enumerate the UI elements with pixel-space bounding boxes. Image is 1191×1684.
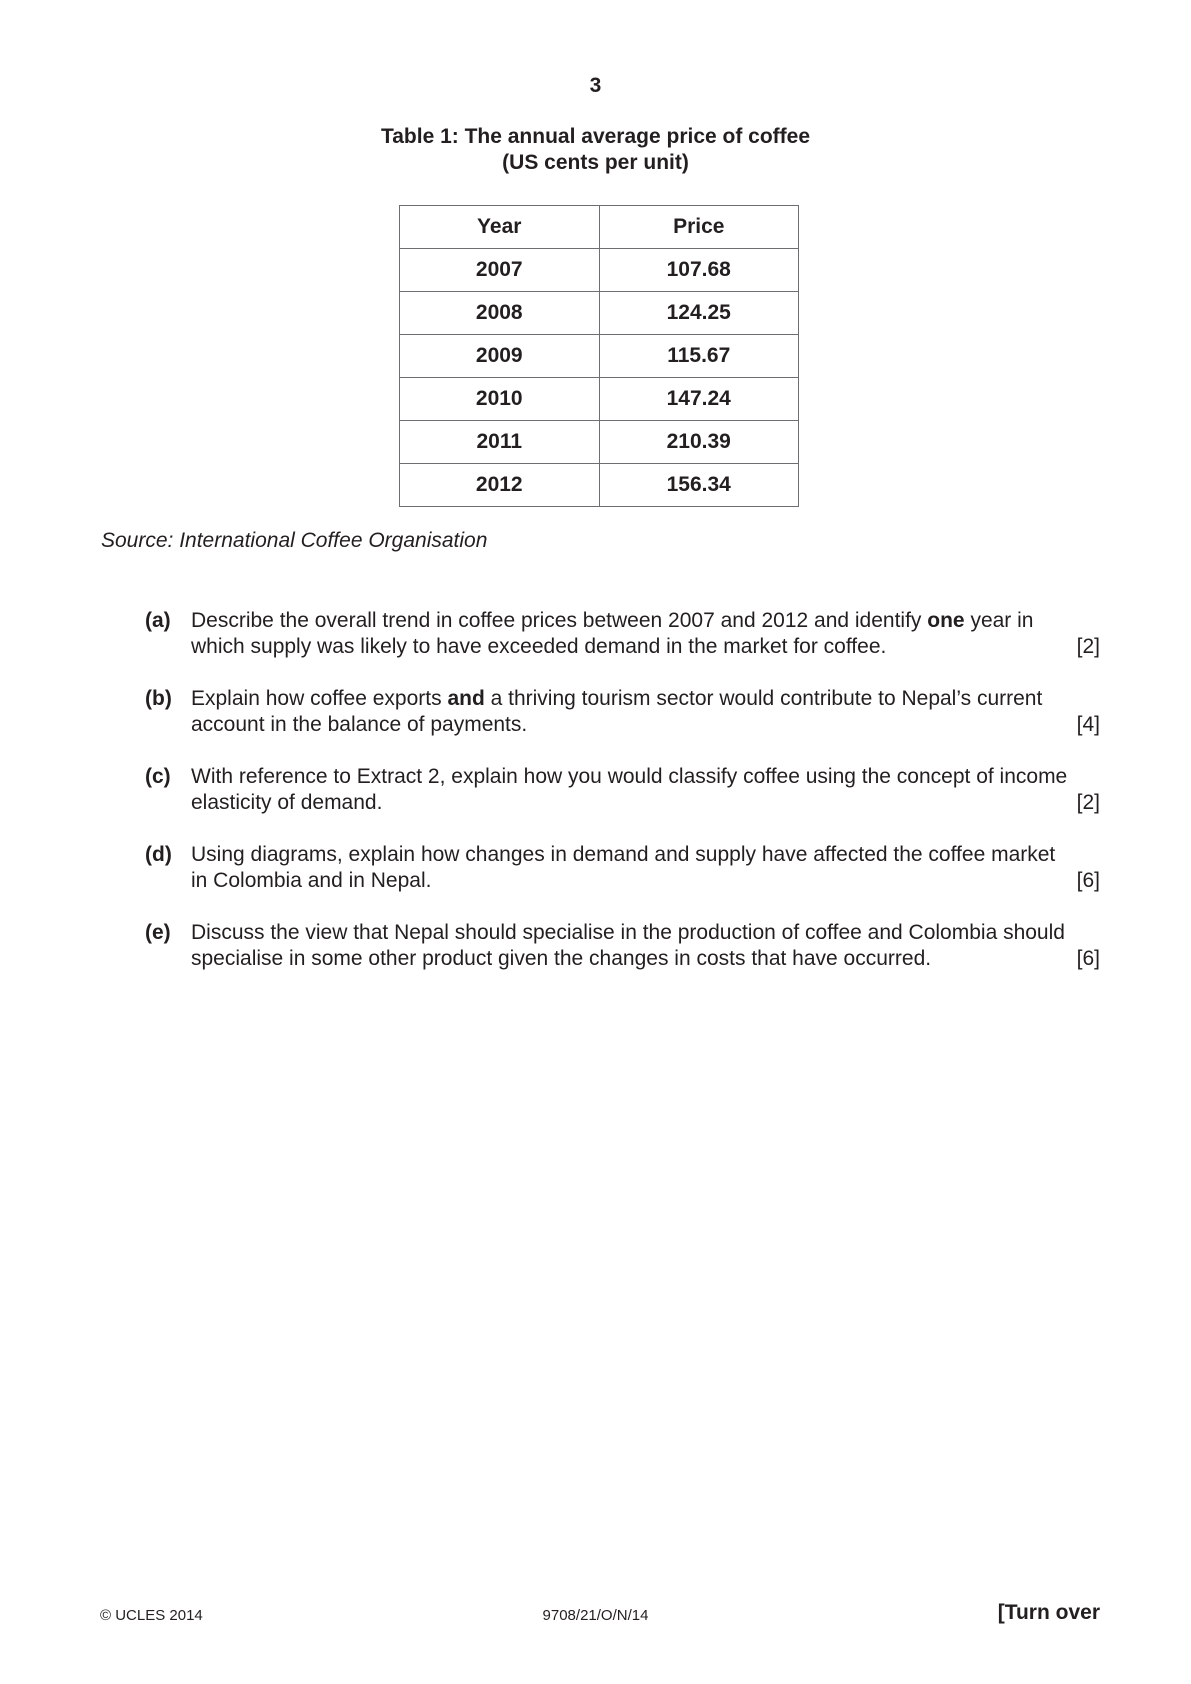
header-year: Year xyxy=(400,206,600,249)
question-letter: (d) xyxy=(145,843,172,866)
question-text-part: Explain how coffee exports xyxy=(191,687,448,710)
question-marks: [2] xyxy=(1076,635,1100,658)
table-title-line1: Table 1: The annual average price of coffee xyxy=(380,125,811,148)
question-text-part: Describe the overall trend in coffee prices between 2007 and 2012 and identify xyxy=(191,609,928,632)
coffee-price-table xyxy=(399,205,799,507)
question-line2 xyxy=(191,634,1100,660)
footer-turn-over: [Turn over xyxy=(997,1601,1100,1624)
question-marks: [6] xyxy=(1076,947,1100,970)
table-row xyxy=(400,464,799,507)
question-e xyxy=(145,920,1100,972)
question-line1 xyxy=(191,686,1100,712)
price-cell: 124.25 xyxy=(599,292,799,335)
question-list xyxy=(145,608,1100,998)
question-line1: With reference to Extract 2, explain how you would classify coffee using the concept of income xyxy=(191,765,1068,788)
question-marks: [4] xyxy=(1076,713,1100,736)
year-cell: 2011 xyxy=(400,421,600,464)
price-cell: 107.68 xyxy=(599,249,799,292)
question-text-part: account in the balance of payments. xyxy=(191,713,528,736)
price-cell: 147.24 xyxy=(599,378,799,421)
table-title xyxy=(0,124,1191,176)
question-line1: Discuss the view that Nepal should specialise in the production of coffee and Colombia should xyxy=(191,921,1065,944)
table-source: Source: International Coffee Organisation xyxy=(101,529,488,552)
footer-paper-code: 9708/21/O/N/14 xyxy=(542,1607,649,1624)
year-cell: 2012 xyxy=(400,464,600,507)
question-text-part: which supply was likely to have exceeded demand in the market for coffee. xyxy=(191,635,887,658)
question-a xyxy=(145,608,1100,660)
question-text-part: year in xyxy=(964,609,1034,632)
question-letter: (b) xyxy=(145,687,172,710)
question-text-part: a thriving tourism sector would contribute to Nepal’s current xyxy=(484,687,1043,710)
question-text-part: elasticity of demand. xyxy=(191,791,383,814)
question-marks: [2] xyxy=(1076,791,1100,814)
table-row xyxy=(400,421,799,464)
question-text xyxy=(191,764,1100,816)
table-row xyxy=(400,378,799,421)
price-cell: 156.34 xyxy=(599,464,799,507)
question-text xyxy=(191,920,1100,972)
question-letter: (e) xyxy=(145,921,171,944)
year-cell: 2008 xyxy=(400,292,600,335)
price-cell: 210.39 xyxy=(599,421,799,464)
table-row xyxy=(400,249,799,292)
question-letter: (a) xyxy=(145,609,171,632)
question-c xyxy=(145,764,1100,816)
year-cell: 2009 xyxy=(400,335,600,378)
table-row xyxy=(400,292,799,335)
question-letter: (c) xyxy=(145,765,171,788)
table-title-line2: (US cents per unit) xyxy=(502,151,689,174)
question-line2 xyxy=(191,946,1100,972)
question-line1 xyxy=(191,608,1100,634)
question-text xyxy=(191,608,1100,660)
question-emphasis: and xyxy=(447,687,485,710)
question-line1: Using diagrams, explain how changes in demand and supply have affected the coffee market xyxy=(191,843,1056,866)
question-b xyxy=(145,686,1100,738)
page-number: 3 xyxy=(589,74,602,97)
question-marks: [6] xyxy=(1076,869,1100,892)
question-line2 xyxy=(191,790,1100,816)
question-text-part: in Colombia and in Nepal. xyxy=(191,869,432,892)
question-text xyxy=(191,842,1100,894)
question-d xyxy=(145,842,1100,894)
question-line2 xyxy=(191,868,1100,894)
table-row xyxy=(400,335,799,378)
question-text-part: specialise in some other product given the changes in costs that have occurred. xyxy=(191,947,932,970)
footer-copyright: © UCLES 2014 xyxy=(100,1607,203,1624)
header-price: Price xyxy=(599,206,799,249)
table-header-row xyxy=(400,206,799,249)
price-cell: 115.67 xyxy=(599,335,799,378)
question-line2 xyxy=(191,712,1100,738)
year-cell: 2007 xyxy=(400,249,600,292)
year-cell: 2010 xyxy=(400,378,600,421)
question-text xyxy=(191,686,1100,738)
question-emphasis: one xyxy=(927,609,965,632)
